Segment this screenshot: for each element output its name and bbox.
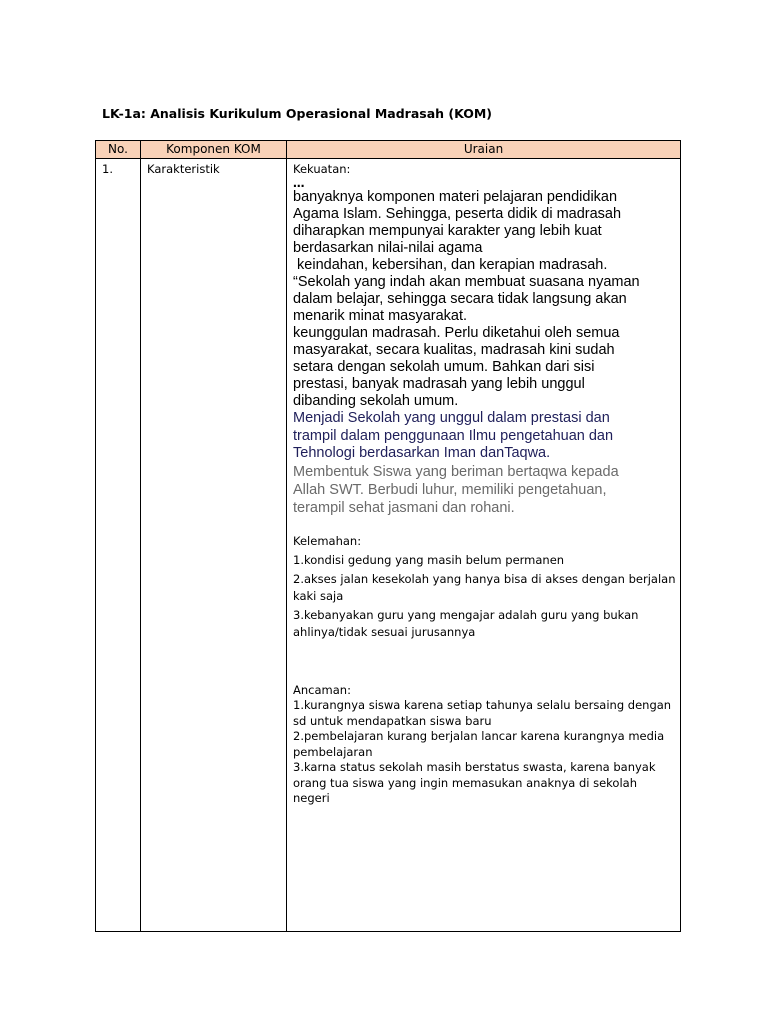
text-line: prestasi, banyak madrasah yang lebih unggul xyxy=(293,376,585,392)
header-no: No. xyxy=(96,141,141,159)
cell-komponen: Karakteristik xyxy=(141,159,287,932)
cell-uraian xyxy=(287,159,681,932)
text-line: keindahan, kebersihan, dan kerapian madrasah. xyxy=(293,257,608,273)
text-line: Allah SWT. Berbudi luhur, memiliki pengetahuan, xyxy=(293,481,607,498)
text-line: berdasarkan nilai-nilai agama xyxy=(293,240,483,256)
text-line: dalam belajar, sehingga secara tidak langsung akan xyxy=(293,291,627,307)
text-line: trampil dalam penggunaan Ilmu pengetahuan dan xyxy=(293,427,614,444)
header-uraian: Uraian xyxy=(287,141,681,159)
visi-text xyxy=(293,410,676,463)
text-line: Tehnologi berdasarkan Iman danTaqwa. xyxy=(293,445,551,461)
text-line: Agama Islam. Sehingga, peserta didik di madrasah xyxy=(293,206,622,222)
table-header-row xyxy=(96,141,681,159)
text-line: masyarakat, secara kualitas, madrasah kini sudah xyxy=(293,342,615,358)
text-line: setara dengan sekolah umum. Bahkan dari sisi xyxy=(293,359,595,375)
text-line: “Sekolah yang indah akan membuat suasana nyaman xyxy=(293,274,640,290)
cell-no: 1. xyxy=(96,159,141,932)
ancaman-section xyxy=(293,683,676,807)
text-line: Menjadi Sekolah yang unggul dalam prestasi dan xyxy=(293,410,610,426)
header-komponen: Komponen KOM xyxy=(141,141,287,159)
kekuatan-label: Kekuatan: xyxy=(293,162,351,176)
kom-analysis-table xyxy=(95,140,681,932)
table-row xyxy=(96,159,681,932)
kelemahan-label: Kelemahan: xyxy=(293,533,362,548)
text-line: diharapkan mempunyai karakter yang lebih kuat xyxy=(293,223,602,239)
text-line: banyaknya komponen materi pelajaran pendidikan xyxy=(293,189,618,205)
list-item: 2.akses jalan kesekolah yang hanya bisa di akses dengan berjalan kaki saja xyxy=(293,571,676,603)
text-line: menarik minat masyarakat. xyxy=(293,308,468,324)
list-item: 3.kebanyakan guru yang mengajar adalah guru yang bukan ahlinya/tidak sesuai jurusannya xyxy=(293,607,639,639)
text-line: keunggulan madrasah. Perlu diketahui oleh semua xyxy=(293,325,620,341)
kelemahan-section xyxy=(293,533,676,641)
text-line: dibanding sekolah umum. xyxy=(293,393,459,409)
document-title: LK-1a: Analisis Kurikulum Operasional Madrasah (KOM) xyxy=(102,106,493,121)
list-item: 1.kondisi gedung yang masih belum permanen xyxy=(293,552,565,567)
text-line: terampil sehat jasmani dan rohani. xyxy=(293,499,515,516)
list-item: 1.kurangnya siswa karena setiap tahunya selalu bersaing dengan sd untuk mendapatkan siswa baru xyxy=(293,698,672,728)
misi-text xyxy=(293,463,676,517)
text-line: Membentuk Siswa yang beriman bertaqwa kepada xyxy=(293,463,619,480)
list-item: 2.pembelajaran kurang berjalan lancar karena kurangnya media pembelajaran xyxy=(293,729,665,759)
kekuatan-text xyxy=(293,189,676,410)
list-item: 3.karna status sekolah masih berstatus swasta, karena banyak orang tua siswa yang ingin memasukan anaknya di sekolah negeri xyxy=(293,760,656,805)
ancaman-label: Ancaman: xyxy=(293,682,351,697)
ellipsis: … xyxy=(293,176,305,190)
